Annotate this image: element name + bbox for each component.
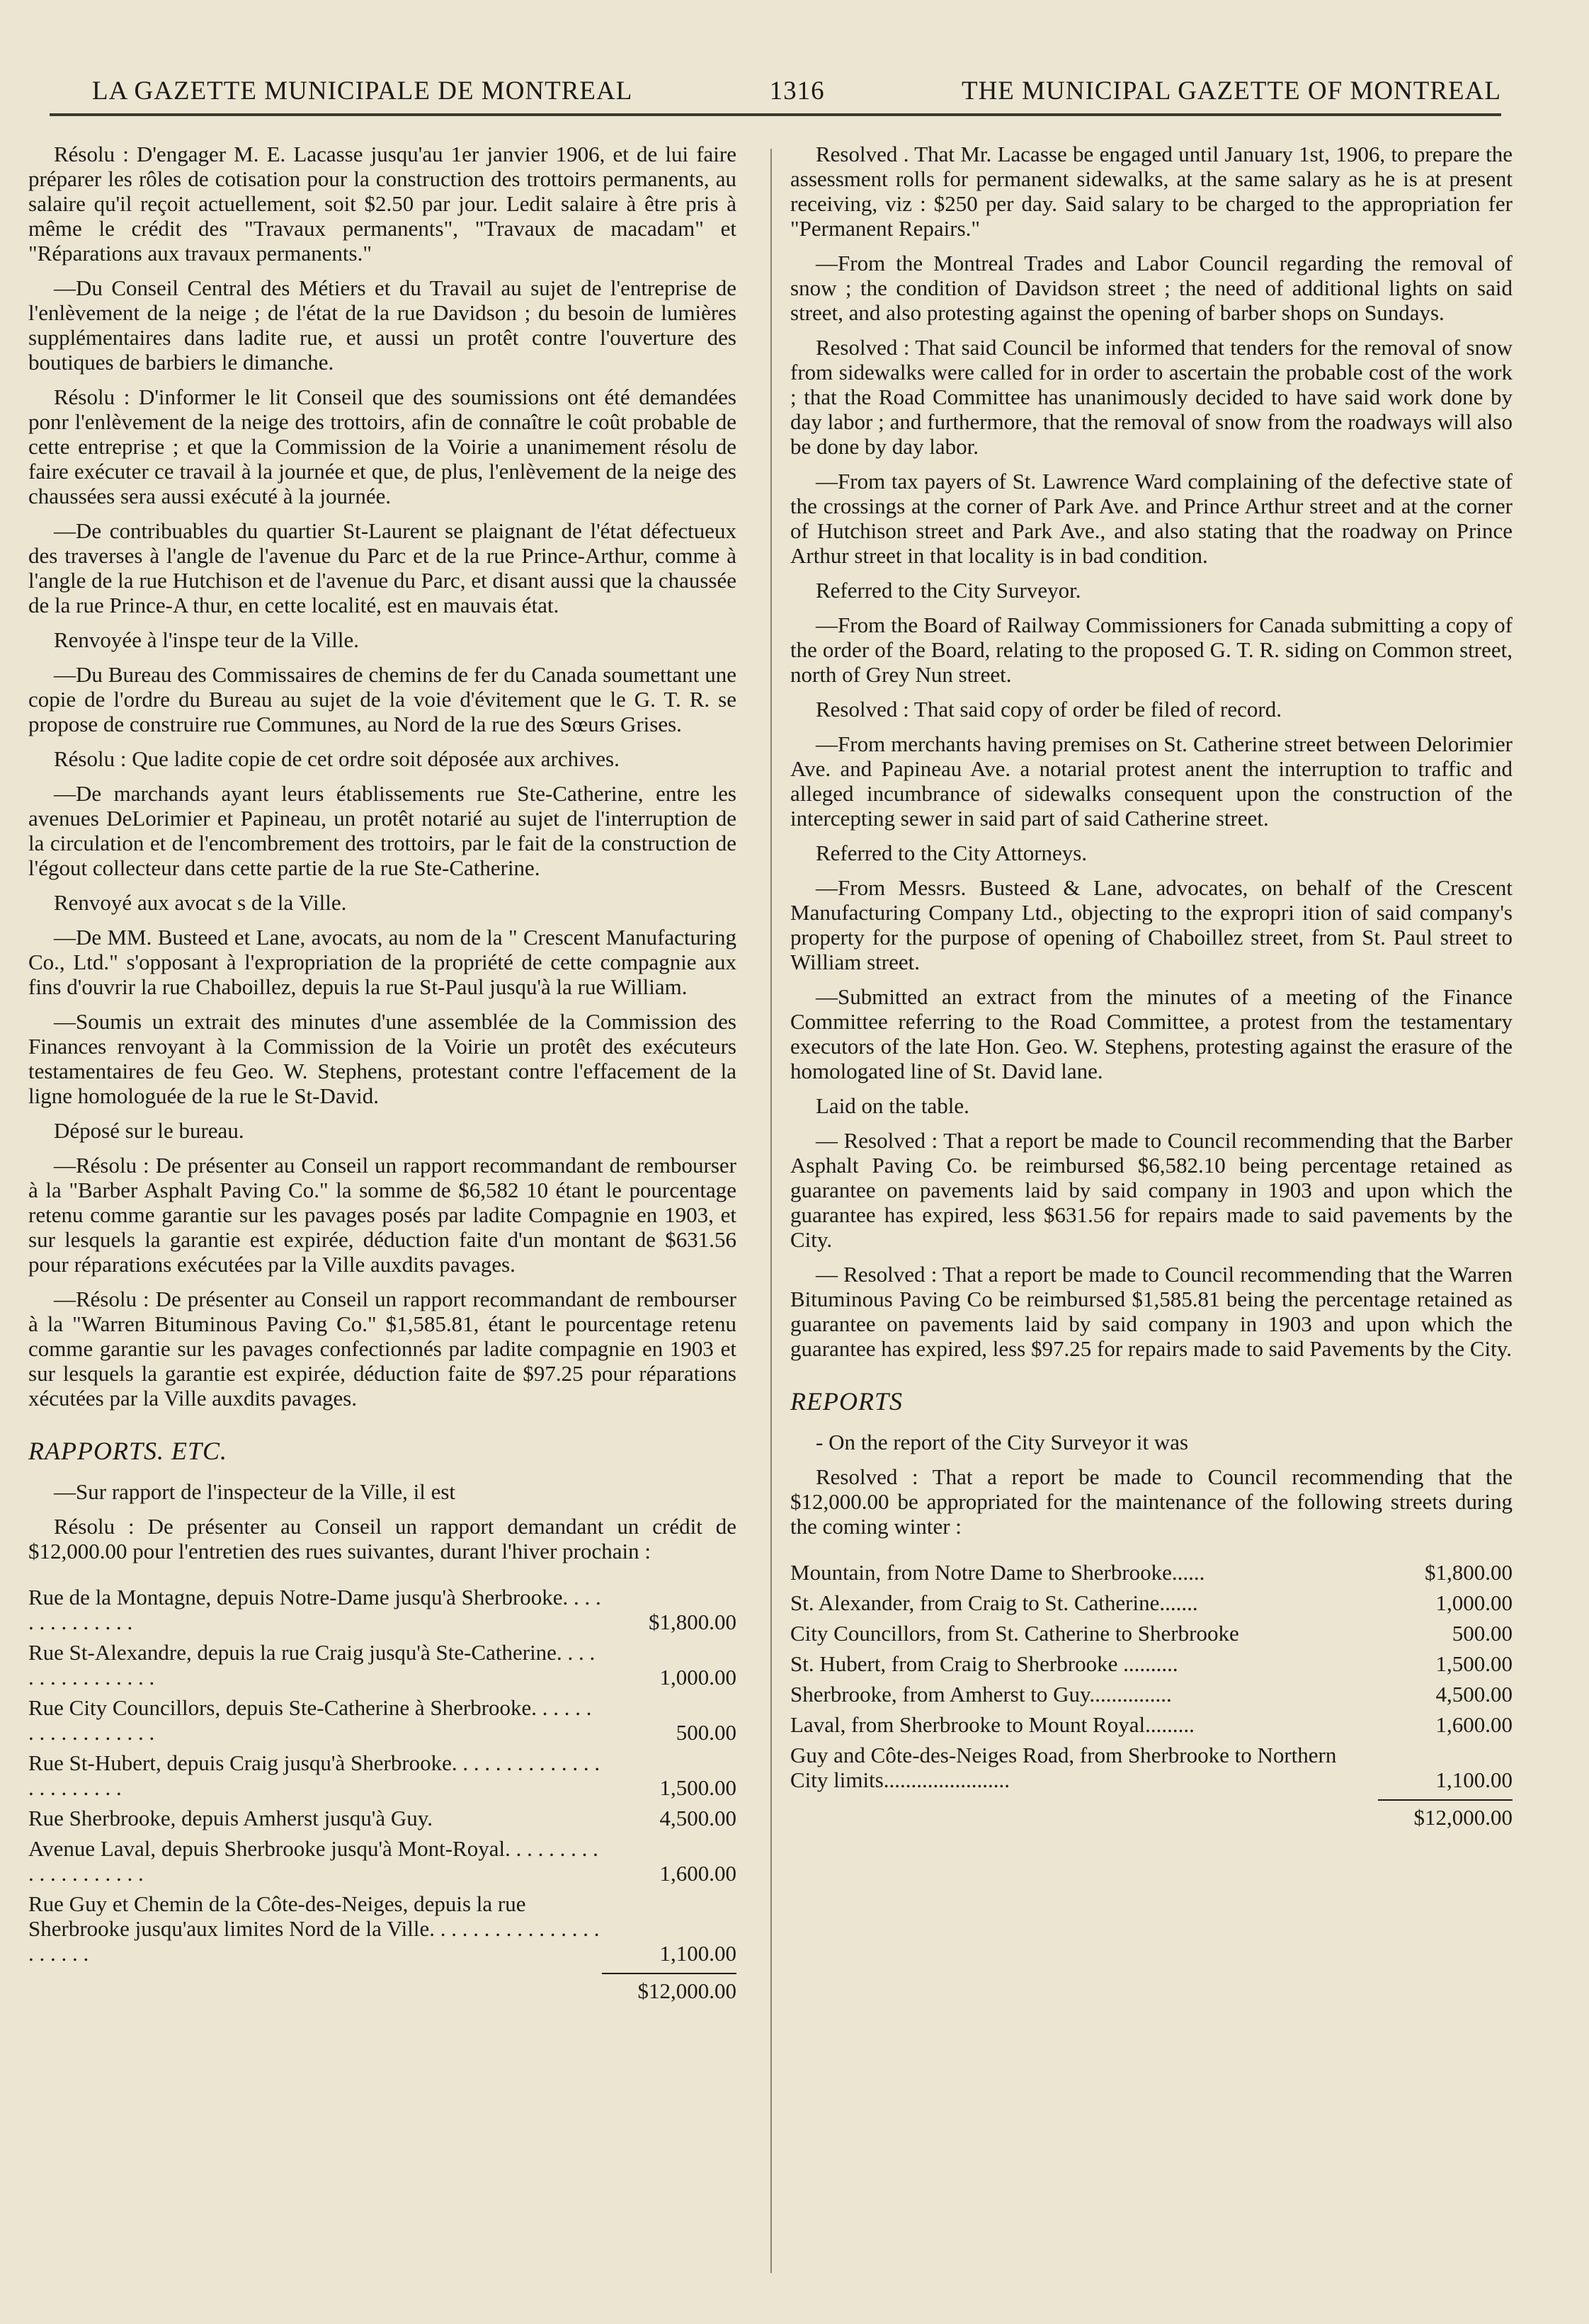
list-item: Guy and Côte-des-Neiges Road, from Sherbrooke to Northern City limits....................... 1,100.00 xyxy=(790,1743,1513,1792)
fr-paragraph: Résolu : Que ladite copie de cet ordre soit déposée aux archives. xyxy=(54,746,620,771)
en-paragraph: —From merchants having premises on St. Catherine street between Delorimier Ave. and Papineau Ave. a notarial protest anent the interruption to traffic and alleged incumbrance of sidewalks consequent upon the construction of the intercepting sewer in said part of said Catherine street. xyxy=(790,731,1513,831)
en-paragraph: — Resolved : That a report be made to Council recommending that the Barber Asphalt Paving Co. be reimbursed $6,582.10 being percentage retained as guarantee on pavements laid by said company in 1903 and upon which the guarantee has expired, less $631.56 for repairs made to said pavements by the City. xyxy=(790,1128,1513,1252)
list-item: Avenue Laval, depuis Sherbrooke jusqu'à Mont-Royal. . . . . . . . . . . . . . . . . . . . 1,600.00 xyxy=(28,1836,736,1886)
en-paragraph: — Resolved : That a report be made to Council recommending that the Warren Bituminous Paving Co be reimbursed $1,585.81 being the percentage retained as guarantee on pavements laid by said company in 1903 and upon which the guarantee has expired, less $97.25 for repairs made to said Pavements by the City. xyxy=(790,1262,1513,1361)
list-item: Rue St-Alexandre, depuis la rue Craig jusqu'à Ste-Catherine. . . . . . . . . . . . . . . . 1,000.00 xyxy=(28,1640,736,1690)
list-item: St. Hubert, from Craig to Sherbrooke .......... 1,500.00 xyxy=(790,1651,1513,1676)
list-item: Rue de la Montagne, depuis Notre-Dame jusqu'à Sherbrooke. . . . . . . . . . . . . . $1,800.00 xyxy=(28,1585,736,1634)
fr-total: $12,000.00 xyxy=(637,1978,736,2003)
french-column xyxy=(28,142,736,2003)
en-paragraph: —From Messrs. Busteed & Lane, advocates, on behalf of the Crescent Manufacturing Company Ltd., objecting to the expropri ition of said company's property for the purpose of opening of Chaboillez street, from St. Paul street to William street. xyxy=(790,875,1513,974)
list-item: Sherbrooke, from Amherst to Guy............... 4,500.00 xyxy=(790,1682,1513,1707)
fr-paragraph: —Soumis un extrait des minutes d'une assemblée de la Commission des Finances renvoyant à la Commission de la Voirie un protêt des exécuteurs testamentaires de feu Geo. W. Stephens, protestant contre l'effacement de la ligne homologuée de la rue le St-David. xyxy=(28,1009,736,1108)
column-divider xyxy=(770,149,772,2273)
fr-street-list xyxy=(28,1585,736,2003)
fr-paragraph: Résolu : D'engager M. E. Lacasse jusqu'au 1er janvier 1906, et de lui faire préparer les rôles de cotisation pour la construction des trottoirs permanents, au salaire qu'il reçoit actuellement, soit $2.50 par jour. Ledit salaire à être pris à même le crédit des "Travaux permanents", "Travaux de macadam" et "Réparations aux travaux permanents." xyxy=(28,142,736,266)
fr-paragraph: —De contribuables du quartier St-Laurent se plaignant de l'état défectueux des traverses à l'angle de l'avenue du Parc et de la rue Prince-Arthur, comme à l'angle de la rue Hutchison et de l'avenue du Parc, et disant aussi que la chaussée de la rue Prince-A thur, en cette localité, est en mauvais état. xyxy=(28,518,736,617)
fr-paragraph: —De marchands ayant leurs établissements rue Ste-Catherine, entre les avenues DeLorimier et Papineau, un protêt notarié au sujet de l'interruption de la circulation et de l'encombrement des trottoirs, par le fait de la construction de l'égout collecteur dans cette partie de la rue Ste-Catherine. xyxy=(28,781,736,880)
list-item: Rue Sherbrooke, depuis Amherst jusqu'à Guy. 4,500.00 xyxy=(28,1806,736,1830)
total-rule xyxy=(602,1973,736,1974)
page-header xyxy=(92,69,1501,112)
fr-paragraph: Renvoyée à l'inspe teur de la Ville. xyxy=(54,627,359,652)
list-item: Rue St-Hubert, depuis Craig jusqu'à Sherbrooke. . . . . . . . . . . . . . . . . . . . . . . 1,500.00 xyxy=(28,1750,736,1800)
en-paragraph: —From the Board of Railway Commissioners for Canada submitting a copy of the order of the Board, relating to the proposed G. T. R. siding on Common street, north of Grey Nun street. xyxy=(790,613,1513,687)
header-title-en: THE MUNICIPAL GAZETTE OF MONTREAL xyxy=(961,76,1501,106)
page-number: 1316 xyxy=(769,76,825,106)
list-item: Laval, from Sherbrooke to Mount Royal......... 1,600.00 xyxy=(790,1712,1513,1737)
en-paragraph: Referred to the City Attorneys. xyxy=(816,841,1088,865)
list-item: Mountain, from Notre Dame to Sherbrooke...... $1,800.00 xyxy=(790,1560,1513,1585)
en-paragraph: Resolved . That Mr. Lacasse be engaged until January 1st, 1906, to prepare the assessment rolls for permanent sidewalks, at the same salary as he is at present receiving, viz : $250 per day. Said salary to be charged to the appropriation fer "Permanent Repairs." xyxy=(790,142,1513,241)
fr-paragraph: Résolu : De présenter au Conseil un rapport demandant un crédit de $12,000.00 pour l'entretien des rues suivantes, durant l'hiver prochain : xyxy=(28,1514,736,1563)
en-paragraph: —From tax payers of St. Lawrence Ward complaining of the defective state of the crossings at the corner of Park Ave. and Prince Arthur street and at the corner of Hutchison street and Park Ave., and also stating that the roadway on Prince Arthur street in that locality is in bad condition. xyxy=(790,469,1513,568)
list-item: Rue City Councillors, depuis Ste-Catherine à Sherbrooke. . . . . . . . . . . . . . . . . . 500.00 xyxy=(28,1695,736,1745)
fr-paragraph: —Du Bureau des Commissaires de chemins de fer du Canada soumettant une copie de l'ordre du Bureau au sujet de la voie d'évitement que le G. T. R. se propose de construire rue Communes, au Nord de la rue des Sœurs Grises. xyxy=(28,662,736,736)
fr-paragraph: —Résolu : De présenter au Conseil un rapport recommandant de rembourser à la "Warren Bituminous Paving Co." $1,585.81, étant le pourcentage retenu comme garantie sur les pavages confectionnés par ladite compagnie en 1903 et sur lesquels la garantie est expirée, déduction faite de $97.25 pour réparations xécutées par la Ville auxdits pavages. xyxy=(28,1287,736,1411)
fr-paragraph: —Du Conseil Central des Métiers et du Travail au sujet de l'entreprise de l'enlèvement de la neige ; de l'état de la rue Davidson ; du besoin de lumières supplémentaires dans ladite rue, et aussi un protêt contre l'ouverture des boutiques de barbiers le dimanche. xyxy=(28,275,736,375)
fr-paragraph: —De MM. Busteed et Lane, avocats, au nom de la " Crescent Manufacturing Co., Ltd." s'opposant à l'expropriation de la propriété de cette compagnie aux fins d'ouvrir la rue Chaboillez, depuis la rue St-Paul jusqu'à la rue William. xyxy=(28,925,736,999)
en-paragraph: Laid on the table. xyxy=(816,1093,969,1118)
en-paragraph: Resolved : That said Council be informed that tenders for the removal of snow from sidewalks were called for in order to ascertain the probable cost of the work ; that the Road Committee has unanimously decided to have said work done by day labor ; and furthermore, that the removal of snow from the roadways will also be done by day labor. xyxy=(790,335,1513,459)
fr-paragraph: —Sur rapport de l'inspecteur de la Ville, il est xyxy=(54,1479,456,1504)
fr-paragraph: Déposé sur le bureau. xyxy=(54,1118,244,1143)
list-item: City Councillors, from St. Catherine to Sherbrooke 500.00 xyxy=(790,1621,1513,1646)
en-paragraph: —Submitted an extract from the minutes of a meeting of the Finance Committee referring to the Road Committee, a protest from the testamentary executors of the late Hon. Geo. W. Stephens, protesting against the erasure of the homologated line of St. David lane. xyxy=(790,984,1513,1083)
en-paragraph: —From the Montreal Trades and Labor Council regarding the removal of snow ; the condition of Davidson street ; the need of additional lights on said street, and also protesting against the opening of barber shops on Sundays. xyxy=(790,251,1513,325)
list-item: St. Alexander, from Craig to St. Catherine....... 1,000.00 xyxy=(790,1590,1513,1615)
list-item: Rue Guy et Chemin de la Côte-des-Neiges, depuis la rue Sherbrooke jusqu'aux limites Nord de la Ville. . . . . . . . . . . . . . . . . . . . . . 1,100.00 xyxy=(28,1891,736,1966)
english-column xyxy=(790,142,1513,1830)
en-paragraph: - On the report of the City Surveyor it was xyxy=(816,1430,1189,1454)
total-rule xyxy=(1378,1799,1513,1801)
fr-section-title: RAPPORTS. ETC. xyxy=(28,1437,227,1465)
header-rule xyxy=(50,113,1501,116)
en-street-list xyxy=(790,1560,1513,1830)
en-paragraph: Referred to the City Surveyor. xyxy=(816,578,1081,603)
fr-paragraph: Résolu : D'informer le lit Conseil que des soumissions ont été demandées ponr l'enlèvement de la neige des trottoirs, afin de connaître le coût probable de cette entreprise ; et que la Commission de la Voirie a unanimement résolu de faire exécuter ce travail à la journée et que, de plus, l'enlèvement de la neige des chaussées sera aussi exécuté à la journée. xyxy=(28,385,736,508)
en-paragraph: Resolved : That a report be made to Council recommending that the $12,000.00 be appropriated for the maintenance of the following streets during the coming winter : xyxy=(790,1464,1513,1539)
en-section-title: REPORTS xyxy=(790,1387,903,1416)
fr-paragraph: Renvoyé aux avocat s de la Ville. xyxy=(54,890,347,915)
en-total: $12,000.00 xyxy=(1413,1805,1513,1830)
header-title-fr: LA GAZETTE MUNICIPALE DE MONTREAL xyxy=(92,76,633,106)
en-paragraph: Resolved : That said copy of order be filed of record. xyxy=(816,697,1282,722)
fr-paragraph: —Résolu : De présenter au Conseil un rapport recommandant de rembourser à la "Barber Asphalt Paving Co." la somme de $6,582 10 étant le pourcentage retenu comme garantie sur les pavages posés par ladite Compagnie en 1903, et sur lesquels la garantie est expirée, déduction faite d'un montant de $631.56 pour réparations exécutées par la Ville auxdits pavages. xyxy=(28,1153,736,1277)
